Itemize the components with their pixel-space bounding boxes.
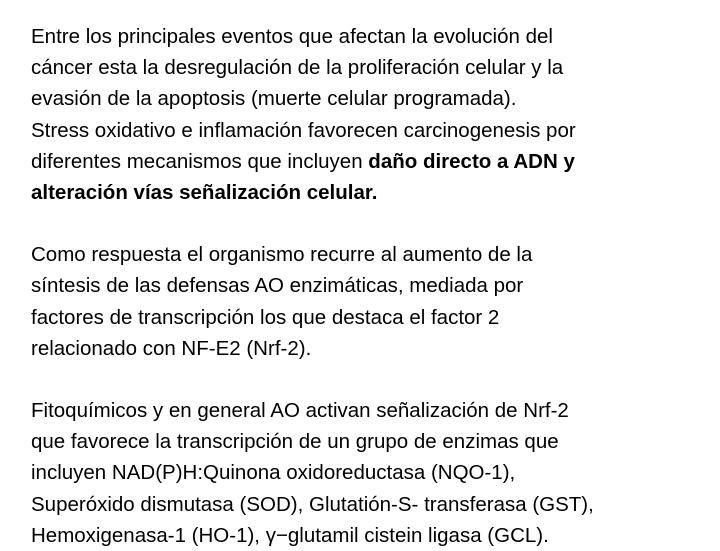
text-line: factores de transcripción los que destaca el factor 2 [31, 305, 500, 329]
text-line: relacionado con NF-E2 (Nrf-2). [31, 336, 312, 360]
text-segment: diferentes mecanismos que incluyen [31, 149, 369, 173]
paragraph-cancer-events [31, 21, 701, 208]
bold-text-segment: daño directo a ADN y [368, 149, 575, 173]
text-line: Como respuesta el organismo recurre al aumento de la [31, 243, 533, 267]
text-line: Stress oxidativo e inflamación favorecen carcinogenesis por [31, 118, 576, 142]
text-line: evasión de la apoptosis (muerte celular programada). [31, 87, 517, 111]
text-line: Fitoquímicos y en general AO activan señalización de Nrf-2 [31, 399, 569, 423]
slide-text-body [31, 21, 701, 551]
text-line: Superóxido dismutasa (SOD), Glutatión-S- transferasa (GST), [31, 492, 594, 516]
paragraph-organism-response [31, 239, 701, 364]
text-line: Entre los principales eventos que afectan la evolución del [31, 25, 553, 48]
text-line [31, 146, 701, 177]
text-line: que favorece la transcripción de un grupo de enzimas que [31, 430, 559, 454]
paragraph-phytochemicals [31, 395, 701, 551]
bold-text-line: alteración vías señalización celular. [31, 181, 378, 205]
text-line: síntesis de las defensas AO enzimáticas, mediada por [31, 274, 524, 298]
text-line: Hemoxigenasa-1 (HO-1), γ−glutamil cistein ligasa (GCL). [31, 523, 549, 547]
text-line: cáncer esta la desregulación de la proliferación celular y la [31, 56, 564, 80]
text-line: incluyen NAD(P)H:Quinona oxidoreductasa (NQO-1), [31, 461, 516, 485]
